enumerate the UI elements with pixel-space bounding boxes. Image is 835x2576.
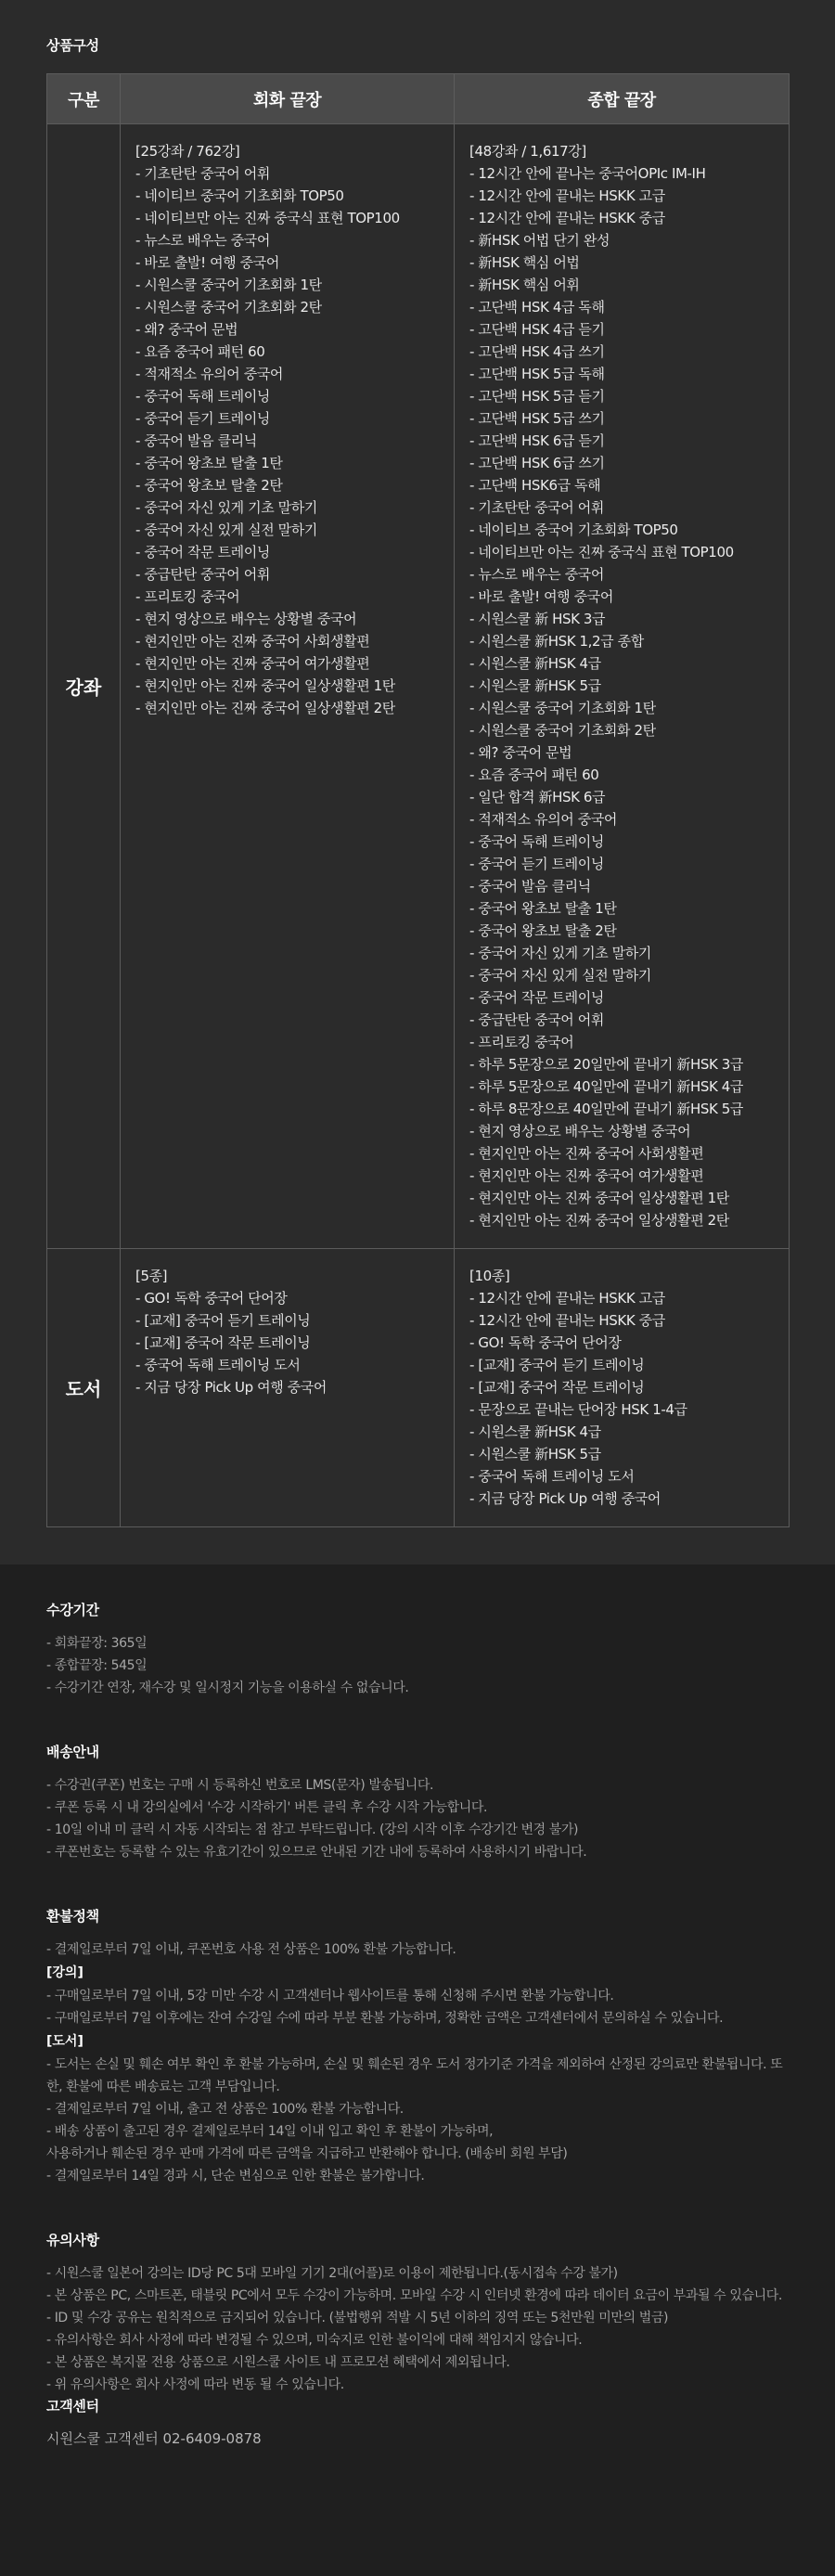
list-item: - 新HSK 핵심 어법 (469, 254, 580, 271)
info-line: - 시원스쿨 일본어 강의는 ID당 PC 5대 모바일 기기 2대(어플)로 이용이 제한됩니다.(동시접속 수강 불가) (46, 2266, 618, 2281)
books-conversation-list (121, 1249, 455, 1527)
list-item: - GO! 독학 중국어 단어장 (469, 1334, 622, 1351)
list-item: - 하루 5문장으로 40일만에 끝내기 新HSK 4급 (469, 1078, 744, 1095)
list-item: - 시원스쿨 新HSK 5급 (469, 1446, 601, 1462)
list-item: - [교재] 중국어 작문 트레이닝 (469, 1379, 645, 1396)
list-item: - 적재적소 유의어 중국어 (135, 366, 284, 382)
info-line: - 도서는 손실 및 훼손 여부 확인 후 환불 가능하며, 손실 및 훼손된 경우 도서 정가기준 가격을 제외하여 산정된 강의료만 환불됩니다. 또한, 환불에 따른 배송료는 고객 부담입니다. (46, 2057, 783, 2094)
list-item: - 시원스쿨 新HSK 4급 (469, 1423, 601, 1440)
list-item: - 고단백 HSK 6급 듣기 (469, 432, 605, 449)
list-item: - 네이티브 중국어 기초회화 TOP50 (469, 522, 678, 538)
notice-title: 유의사항 (46, 2232, 99, 2248)
info-line: - 회화끝장: 365일 (46, 1636, 148, 1651)
info-line: - 배송 상품이 출고된 경우 결제일로부터 14일 이내 입고 확인 후 환불이 가능하며, (46, 2124, 494, 2139)
list-item: - 중국어 자신 있게 실전 말하기 (469, 967, 651, 984)
info-line: - 위 유의사항은 회사 사정에 따라 변동 될 수 있습니다. (46, 2377, 344, 2392)
list-item: - 新HSK 핵심 어휘 (469, 277, 580, 293)
list-item: - 중국어 자신 있게 실전 말하기 (135, 522, 317, 538)
list-item: - 고단백 HSK 5급 쓰기 (469, 410, 605, 427)
info-line: - 수강권(쿠폰) 번호는 구매 시 등록하신 번호로 LMS(문자) 발송됩니다. (46, 1778, 434, 1793)
table-header-row (47, 74, 790, 124)
list-item: - 중국어 작문 트레이닝 (135, 544, 270, 560)
list-item: - 고단백 HSK 5급 독해 (469, 366, 605, 382)
list-item: - 고단백 HSK6급 독해 (469, 477, 601, 494)
period-block (46, 1600, 789, 1699)
list-item: - 중국어 자신 있게 기초 말하기 (135, 499, 317, 516)
refund-title: 환불정책 (46, 1908, 99, 1925)
delivery-title: 배송안내 (46, 1744, 99, 1760)
list-item: - 12시간 안에 끝나는 중국어OPIc IM-IH (469, 165, 706, 182)
info-subheading: [도서] (46, 2034, 84, 2049)
books-comprehensive-list (455, 1249, 790, 1527)
table-row-books (47, 1249, 790, 1527)
list-item: - 네이티브만 아는 진짜 중국식 표현 TOP100 (135, 210, 400, 226)
list-item: - 12시간 안에 끝내는 HSKK 고급 (469, 187, 665, 204)
row-label-courses: 강좌 (47, 124, 121, 1249)
refund-block (46, 1906, 789, 2187)
list-count-label: [48강좌 / 1,617강] (469, 143, 586, 160)
list-item: - 현지인만 아는 진짜 중국어 일상생활편 1탄 (135, 677, 395, 694)
list-item: - 현지인만 아는 진짜 중국어 사회생활편 (135, 633, 370, 650)
list-item: - [교재] 중국어 듣기 트레이닝 (469, 1357, 645, 1373)
info-subheading: [강의] (46, 1965, 84, 1980)
info-line: - ID 및 수강 공유는 원칙적으로 금지되어 있습니다. (불법행위 적발 시 5년 이하의 징역 또는 5천만원 미만의 벌금) (46, 2311, 669, 2325)
info-line: - 쿠폰 등록 시 내 강의실에서 '수강 시작하기' 버튼 클릭 후 수강 시작 가능합니다. (46, 1800, 488, 1815)
list-item: - 네이티브 중국어 기초회화 TOP50 (135, 187, 344, 204)
list-item: - 뉴스로 배우는 중국어 (135, 232, 270, 249)
list-item: - 시원스쿨 新HSK 5급 (469, 677, 601, 694)
list-item: - 중국어 독해 트레이닝 (469, 833, 604, 850)
list-item: - 중국어 왕초보 탈출 1탄 (469, 900, 617, 917)
list-item: - 시원스쿨 新HSK 1,2급 종합 (469, 633, 644, 650)
courses-comprehensive-list (455, 124, 790, 1249)
list-item: - 기초탄탄 중국어 어휘 (135, 165, 270, 182)
list-item: - 중국어 발음 클리닉 (469, 878, 591, 895)
info-line: 사용하거나 훼손된 경우 판매 가격에 따른 금액을 지급하고 반환해야 합니다. (배송비 회원 부담) (46, 2146, 568, 2161)
list-item: - 요즘 중국어 패턴 60 (469, 766, 599, 783)
product-composition-title: 상품구성 (46, 37, 99, 54)
list-count-label: [5종] (135, 1268, 168, 1284)
contact-block (46, 2396, 789, 2448)
list-item: - 현지인만 아는 진짜 중국어 사회생활편 (469, 1145, 704, 1162)
list-item: - 중국어 자신 있게 기초 말하기 (469, 945, 651, 961)
list-item: - 12시간 안에 끝내는 HSKK 고급 (469, 1290, 665, 1307)
list-item: - 중국어 독해 트레이닝 도서 (135, 1357, 301, 1373)
info-line: - 본 상품은 PC, 스마트폰, 태블릿 PC에서 모두 수강이 가능하며. 모바일 수강 시 인터넷 환경에 따라 데이터 요금이 부과될 수 있습니다. (46, 2288, 782, 2303)
contact-title: 고객센터 (46, 2398, 99, 2415)
list-item: - 문장으로 끝내는 단어장 HSK 1-4급 (469, 1401, 687, 1418)
list-item: - 왜? 중국어 문법 (135, 321, 238, 338)
list-item: - 12시간 안에 끝내는 HSKK 중급 (469, 210, 665, 226)
list-item: - 중국어 왕초보 탈출 2탄 (135, 477, 283, 494)
list-item: - 시원스쿨 중국어 기초회화 2탄 (135, 299, 322, 316)
list-item: - 중국어 독해 트레이닝 도서 (469, 1468, 635, 1485)
header-conversation: 회화 끝장 (121, 74, 455, 124)
list-item: - 新HSK 어법 단기 완성 (469, 232, 610, 249)
list-item: - 중국어 듣기 트레이닝 (469, 856, 604, 872)
info-line: - 수강기간 연장, 재수강 및 일시정지 기능을 이용하실 수 없습니다. (46, 1681, 409, 1695)
list-item: - 시원스쿨 新 HSK 3급 (469, 611, 606, 627)
list-item: - 고단백 HSK 6급 쓰기 (469, 455, 605, 471)
list-item: - 시원스쿨 중국어 기초회화 2탄 (469, 722, 656, 739)
list-item: - 현지 영상으로 배우는 상황별 중국어 (135, 611, 357, 627)
info-line: - 구매일로부터 7일 이내, 5강 미만 수강 시 고객센터나 웹사이트를 통해 신청해 주시면 환불 가능합니다. (46, 1989, 614, 2003)
list-item: - 기초탄탄 중국어 어휘 (469, 499, 604, 516)
header-category: 구분 (47, 74, 121, 124)
list-item: - 현지인만 아는 진짜 중국어 일상생활편 2탄 (469, 1212, 729, 1229)
list-item: - 하루 8문장으로 40일만에 끝내기 新HSK 5급 (469, 1101, 744, 1117)
list-item: - 일단 합격 新HSK 6급 (469, 789, 606, 805)
period-title: 수강기간 (46, 1602, 99, 1618)
list-item: - [교재] 중국어 작문 트레이닝 (135, 1334, 311, 1351)
list-item: - 중국어 듣기 트레이닝 (135, 410, 270, 427)
list-item: - 현지인만 아는 진짜 중국어 일상생활편 2탄 (135, 700, 395, 716)
delivery-block (46, 1742, 789, 1863)
list-item: - 현지인만 아는 진짜 중국어 여가생활편 (135, 655, 370, 672)
list-item: - 중급탄탄 중국어 어휘 (469, 1011, 604, 1028)
product-table (46, 73, 790, 1527)
info-line: - 유의사항은 회사 사정에 따라 변경될 수 있으며, 미숙지로 인한 불이익에 대해 책임지지 않습니다. (46, 2333, 583, 2348)
list-item: - 프리토킹 중국어 (469, 1034, 574, 1050)
list-item: - 바로 출발! 여행 중국어 (469, 588, 613, 605)
info-line: - 쿠폰번호는 등록할 수 있는 유효기간이 있으므로 안내된 기간 내에 등록하여 사용하시기 바랍니다. (46, 1845, 587, 1860)
list-item: - 12시간 안에 끝내는 HSKK 중급 (469, 1312, 665, 1329)
list-item: - 고단백 HSK 5급 듣기 (469, 388, 605, 405)
list-item: - GO! 독학 중국어 단어장 (135, 1290, 288, 1307)
list-item: - 뉴스로 배우는 중국어 (469, 566, 604, 583)
list-count-label: [10종] (469, 1268, 510, 1284)
list-item: - 적재적소 유의어 중국어 (469, 811, 618, 828)
row-label-books: 도서 (47, 1249, 121, 1527)
list-item: - 중국어 독해 트레이닝 (135, 388, 270, 405)
list-item: - 중국어 발음 클리닉 (135, 432, 257, 449)
contact-phone: 시원스쿨 고객센터 02-6409-0878 (46, 2430, 262, 2447)
notice-block (46, 2230, 789, 2396)
list-item: - 네이티브만 아는 진짜 중국식 표현 TOP100 (469, 544, 734, 560)
list-item: - 하루 5문장으로 20일만에 끝내기 新HSK 3급 (469, 1056, 744, 1073)
list-item: - 중급탄탄 중국어 어휘 (135, 566, 270, 583)
courses-conversation-list (121, 124, 455, 1249)
header-comprehensive: 종합 끝장 (455, 74, 790, 124)
info-line: - 결제일로부터 14일 경과 시, 단순 변심으로 인한 환불은 불가합니다. (46, 2169, 425, 2183)
list-item: - 중국어 작문 트레이닝 (469, 989, 604, 1006)
info-line: - 10일 이내 미 클릭 시 자동 시작되는 점 참고 부탁드립니다. (강의 시작 이후 수강기간 변경 불가) (46, 1823, 579, 1837)
list-item: - 시원스쿨 중국어 기초회화 1탄 (135, 277, 322, 293)
list-item: - 지금 당장 Pick Up 여행 중국어 (135, 1379, 327, 1396)
list-item: - [교재] 중국어 듣기 트레이닝 (135, 1312, 311, 1329)
list-item: - 지금 당장 Pick Up 여행 중국어 (469, 1490, 661, 1507)
info-line: - 결제일로부터 7일 이내, 쿠폰번호 사용 전 상품은 100% 환불 가능합니다. (46, 1942, 456, 1957)
list-item: - 시원스쿨 중국어 기초회화 1탄 (469, 700, 656, 716)
list-item: - 왜? 중국어 문법 (469, 744, 572, 761)
list-item: - 현지인만 아는 진짜 중국어 일상생활편 1탄 (469, 1190, 729, 1206)
list-item: - 고단백 HSK 4급 독해 (469, 299, 605, 316)
info-line: - 결제일로부터 7일 이내, 출고 전 상품은 100% 환불 가능합니다. (46, 2102, 404, 2117)
list-item: - 시원스쿨 新HSK 4급 (469, 655, 601, 672)
list-item: - 요즘 중국어 패턴 60 (135, 343, 265, 360)
table-row-courses (47, 124, 790, 1249)
info-line: - 종합끝장: 545일 (46, 1658, 148, 1673)
info-section (0, 1565, 835, 2485)
list-count-label: [25강좌 / 762강] (135, 143, 240, 160)
list-item: - 고단백 HSK 4급 듣기 (469, 321, 605, 338)
list-item: - 바로 출발! 여행 중국어 (135, 254, 279, 271)
info-line: - 본 상품은 복지몰 전용 상품으로 시원스쿨 사이트 내 프로모션 혜택에서 제외됩니다. (46, 2355, 510, 2370)
list-item: - 고단백 HSK 4급 쓰기 (469, 343, 605, 360)
list-item: - 프리토킹 중국어 (135, 588, 240, 605)
list-item: - 중국어 왕초보 탈출 1탄 (135, 455, 283, 471)
list-item: - 중국어 왕초보 탈출 2탄 (469, 922, 617, 939)
list-item: - 현지인만 아는 진짜 중국어 여가생활편 (469, 1167, 704, 1184)
info-line: - 구매일로부터 7일 이후에는 잔여 수강일 수에 따라 부분 환불 가능하며, 정확한 금액은 고객센터에서 문의하실 수 있습니다. (46, 2011, 724, 2026)
list-item: - 현지 영상으로 배우는 상황별 중국어 (469, 1123, 691, 1140)
